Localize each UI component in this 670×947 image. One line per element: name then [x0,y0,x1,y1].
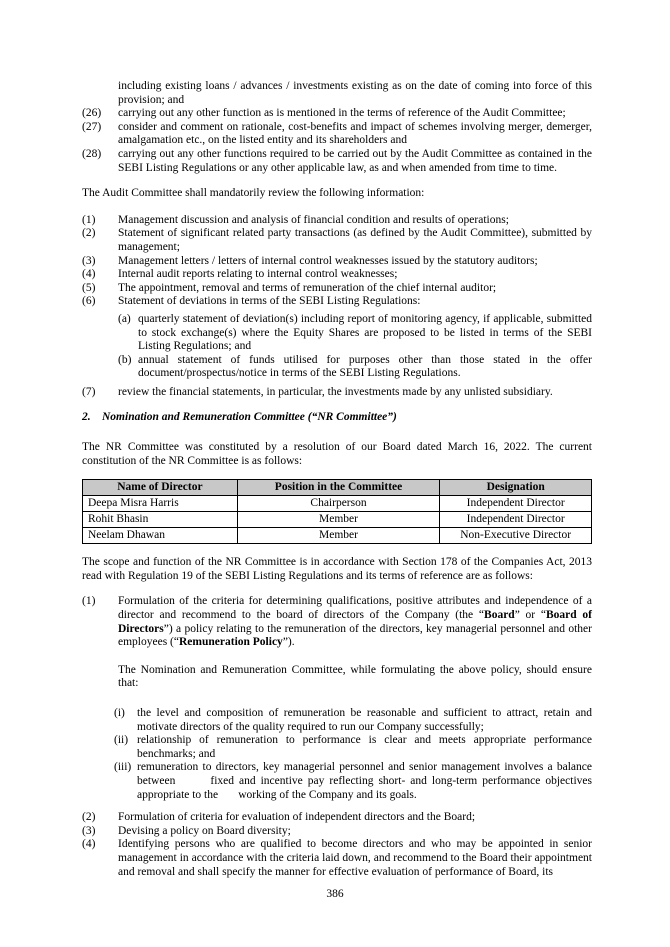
table-cell-position: Chairperson [237,496,440,512]
list-item-text: carrying out any other function as is mentioned in the terms of reference of the Audit Committee; [118,107,566,120]
paragraph-nr-intro: The NR Committee was constituted by a resolution of our Board dated March 16, 2022. The current constitution of the NR Committee is as follows: [82,441,592,467]
audit-review-list [82,214,592,400]
list-item [82,121,592,148]
list-item-marker: (1) [82,595,96,608]
list-item [82,227,592,254]
list-item-text: consider and comment on rationale, cost-benefits and impact of schemes involving merger, demerger, amalgamation etc., on the listed entity and its shareholders and [118,120,592,147]
list-item [82,107,592,121]
list-item [82,838,592,879]
section-heading-title: Nomination and Remuneration Committee (“NR Committee”) [102,411,397,424]
list-item-marker: (a) [118,312,131,325]
list-item-text: Management discussion and analysis of financial condition and results of operations; [118,213,509,226]
list-item-marker: (3) [82,824,96,837]
list-item-marker: (i) [114,707,125,719]
paragraph-audit-review-intro: The Audit Committee shall mandatorily review the following information: [82,187,425,200]
table-cell-designation: Independent Director [440,512,592,528]
list-item [82,282,592,296]
list-item-marker: (26) [82,107,102,120]
list-item-text: Devising a policy on Board diversity; [118,824,291,837]
paragraph-nr-scope-intro: The scope and function of the NR Committee is in accordance with Section 178 of the Companies Act, 2013 read with Regulation 19 of the SEBI Listing Regulations and its terms of reference are as follows: [82,556,592,582]
table-cell-name: Deepa Misra Harris [83,496,238,512]
list-item [82,255,592,269]
section-heading-number: 2. [82,411,91,424]
list-item-marker: (6) [82,295,96,308]
list-item [82,214,592,228]
table-cell-position: Member [237,528,440,544]
table-header-row [83,480,592,496]
table-cell-name: Rohit Bhasin [83,512,238,528]
table-header-designation: Designation [440,480,592,496]
list-item-marker: (ii) [114,734,129,747]
list-item-marker: (b) [118,353,132,366]
list-item-marker: (2) [82,227,96,240]
list-item-text: relationship of remuneration to performance is clear and meets appropriate performance benchmarks; and [137,734,592,760]
table-header-position: Position in the Committee [237,480,440,496]
list-item-text: annual statement of funds utilised for purposes other than those stated in the offer document/prospectus/notice in terms of the SEBI Listing Regulations. [138,353,592,380]
list-item [82,595,592,649]
deviation-sublist [118,313,592,381]
sub-list-item [118,354,592,381]
table-row [83,528,592,544]
list-item-marker: (4) [82,838,96,851]
list-item-text: remuneration to directors, key managerial personnel and senior management involves a balance between fixed and incentive pay reflecting short- and long-term performance objectives appropriate to the working of the Company and its goals. [137,761,592,801]
list-item-text: Internal audit reports relating to internal control weaknesses; [118,268,398,281]
list-item-marker: (2) [82,811,96,824]
paragraph-ensure-intro: The Nomination and Remuneration Committee, while formulating the above policy, should ensure that: [118,663,592,690]
list-item-text: Formulation of the criteria for determining qualifications, positive attributes and independence of a director and recommend to the board of directors of the Company (the “Board” or “Board of Directors”) a policy relating to the remuneration of the directors, key managerial personnel and other employees (“Remuneration Policy”). [118,595,593,649]
remuneration-policy-roman-list [114,707,592,802]
nr-scope-list [82,811,592,879]
list-item [82,148,592,175]
table-header-name: Name of Director [83,480,238,496]
table-cell-designation: Non-Executive Director [440,528,592,544]
list-item-marker [82,80,118,107]
list-item-text: Formulation of criteria for evaluation of independent directors and the Board; [118,811,476,824]
list-item-marker: (5) [82,281,96,294]
list-item-text: Management letters / letters of internal control weaknesses issued by the statutory auditors; [118,254,538,267]
list-item [82,80,592,107]
sub-list-item [118,313,592,354]
list-item-marker: (1) [82,213,96,226]
list-item-marker: (iii) [114,761,132,774]
list-item-marker: (4) [82,268,96,281]
list-item-text: The appointment, removal and terms of remuneration of the chief internal auditor; [118,281,497,294]
list-item [82,268,592,282]
table-cell-name: Neelam Dhawan [83,528,238,544]
list-item-text: Identifying persons who are qualified to become directors and who may be appointed in senior management in accordance with the criteria laid down, and recommend to the Board their appointment and removal and shall specify the manner for effective evaluation of performance of Board, its [118,838,592,878]
list-item [82,386,592,400]
table-row [83,496,592,512]
page-content [82,80,592,879]
roman-list-item [114,761,592,802]
section-heading-nr-committee [82,411,592,425]
list-item-marker: (7) [82,385,96,398]
list-item-text: including existing loans / advances / investments existing as on the date of coming into force of this provision; and [118,80,592,106]
table-cell-designation: Independent Director [440,496,592,512]
list-item-text: review the financial statements, in particular, the investments made by any unlisted subsidiary. [118,385,553,398]
list-item [82,825,592,839]
roman-list-item [114,734,592,761]
list-item [82,811,592,825]
list-item [82,295,592,309]
list-item-marker: (28) [82,147,102,160]
list-item-marker: (27) [82,120,102,133]
nr-committee-table [82,479,592,544]
list-item-text: quarterly statement of deviation(s) including report of monitoring agency, if applicable, submitted to stock exchange(s) where the Equity Shares are proposed to be listed in terms of the SEBI Listing Regulations; and [138,312,592,353]
table-row [83,512,592,528]
table-cell-position: Member [237,512,440,528]
roman-list-item [114,707,592,734]
list-item-text: carrying out any other functions required to be carried out by the Audit Committee as contained in the SEBI Listing Regulations or any other applicable law, as and when amended from time to time. [118,147,592,174]
page-number: 386 [326,888,344,900]
list-item-text: Statement of deviations in terms of the SEBI Listing Regulations: [118,295,421,308]
list-item-text: Statement of significant related party transactions (as defined by the Audit Committee), submitted by management; [118,227,592,253]
list-item-text: the level and composition of remuneration be reasonable and sufficient to attract, retain and motivate directors of the quality required to run our Company successfully; [137,707,592,733]
list-item-marker: (3) [82,254,96,267]
